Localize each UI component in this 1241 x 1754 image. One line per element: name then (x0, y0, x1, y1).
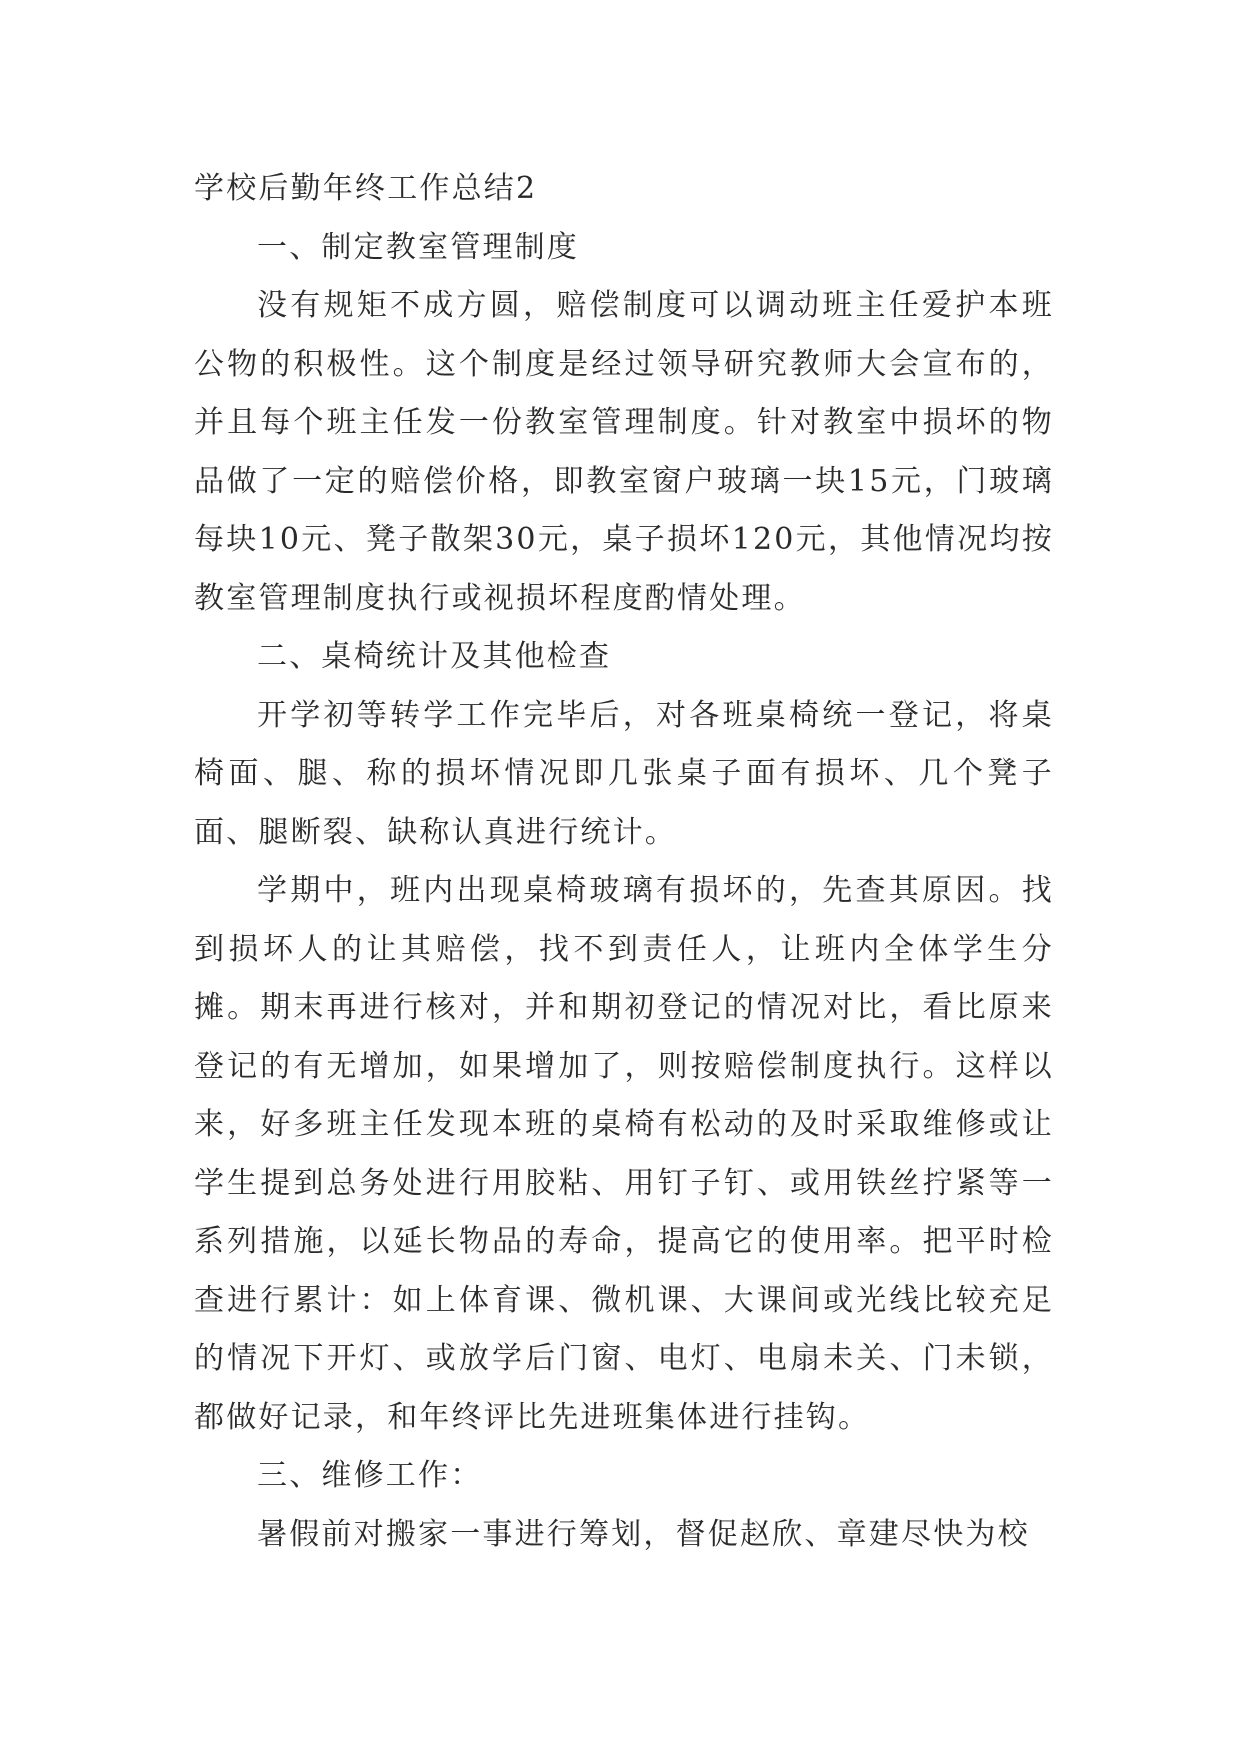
paragraph: 开学初等转学工作完毕后，对各班桌椅统一登记，将桌椅面、腿、称的损坏情况即几张桌子面有损坏、几个凳子面、腿断裂、缺称认真进行统计。 (194, 697, 1054, 850)
document-body (194, 160, 1054, 1564)
document-title: 学校后勤年终工作总结2 (194, 171, 538, 206)
section-heading-3: 三、维修工作： (257, 1458, 483, 1493)
section-heading-1: 一、制定教室管理制度 (257, 229, 579, 265)
paragraph: 学期中，班内出现桌椅玻璃有损坏的，先查其原因。找到损坏人的让其赔偿，找不到责任人，让班内全体学生分摊。期末再进行核对，并和期初登记的情况对比，看比原来登记的有无增加，如果增加了，则按赔偿制度执行。这样以来，好多班主任发现本班的桌椅有松动的及时采取维修或让学生提到总务处进行用胶粘、用钉子钉、或用铁丝拧紧等一系列措施，以延长物品的寿命，提高它的使用率。把平时检查进行累计：如上体育课、微机课、大课间或光线比较充足的情况下开灯、或放学后门窗、电灯、电扇未关、门未锁，都做好记录，和年终评比先进班集体进行挂钩。 (194, 873, 1054, 1435)
paragraph: 没有规矩不成方圆，赔偿制度可以调动班主任爱护本班公物的积极性。这个制度是经过领导研究教师大会宣布的，并且每个班主任发一份教室管理制度。针对教室中损坏的物品做了一定的赔偿价格，即教室窗户玻璃一块15元，门玻璃每块10元、凳子散架30元，桌子损坏120元，其他情况均按教室管理制度执行或视损坏程度酌情处理。 (194, 288, 1054, 616)
section-heading-2: 二、桌椅统计及其他检查 (257, 639, 612, 674)
paragraph: 暑假前对搬家一事进行筹划，督促赵欣、章建尽快为校 (257, 1516, 1030, 1552)
